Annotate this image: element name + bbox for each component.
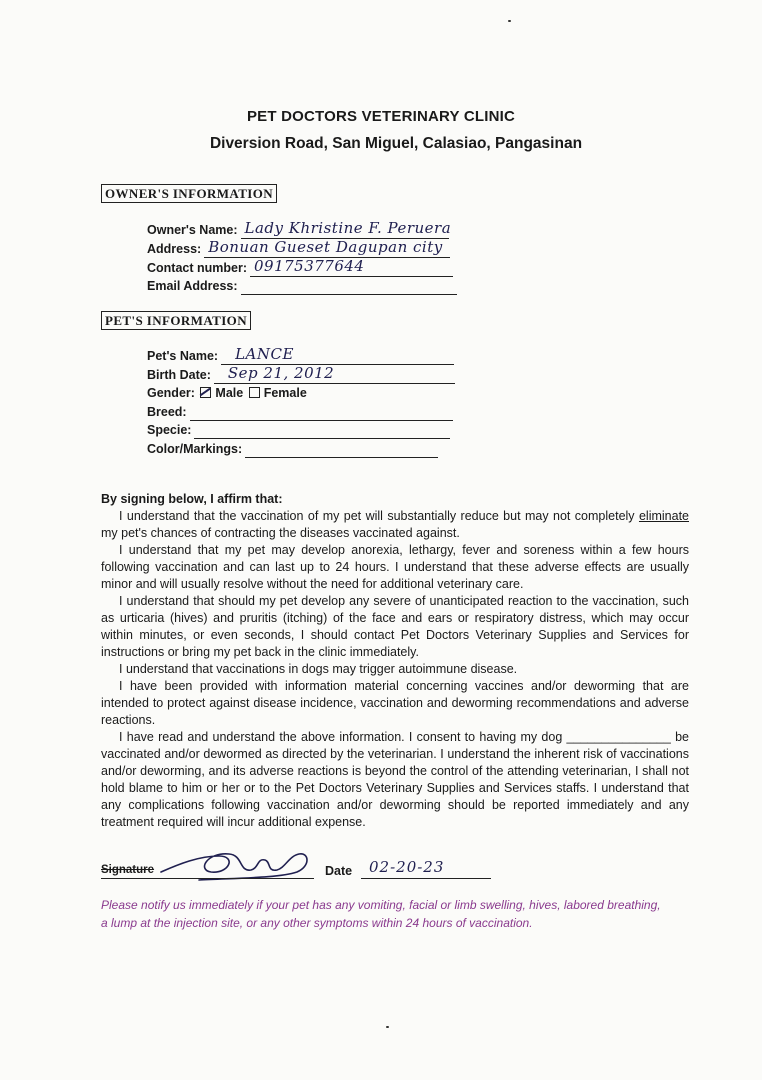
contact-number-line[interactable] <box>250 257 453 277</box>
clinic-address: Diversion Road, San Miguel, Calasiao, Pangasinan <box>209 135 583 152</box>
signature-line[interactable] <box>101 878 314 879</box>
owner-address-field[interactable] <box>147 238 450 258</box>
affirmation-paragraph-2: I understand that my pet may develop anorexia, lethargy, fever and soreness within a few hours following vaccination and can last up to 24 hours. I understand that these adverse effects are usually minor and will usually resolve without the need for additional veterinary care. <box>101 543 689 591</box>
owner-section-heading: OWNER'S INFORMATION <box>101 184 277 203</box>
gender-female-label: Female <box>263 386 307 400</box>
email-address-line[interactable] <box>241 279 457 295</box>
clinic-name: PET DOCTORS VETERINARY CLINIC <box>246 108 516 125</box>
affirmation-paragraph-3: I understand that should my pet develop any severe of unanticipated reaction to the vaccination, such as urticaria (hives) and pruritis (itching) of the face and ears or respiratory distress, which may occur within minutes, or even seconds, I should contact Pet Doctors Veterinary Supplies and Services for instructions or bring my pet back in the clinic immediately. <box>101 594 689 659</box>
birth-date-label: Birth Date: <box>147 368 211 382</box>
owner-address-line[interactable] <box>204 238 450 258</box>
date-line[interactable] <box>361 878 491 879</box>
breed-field[interactable] <box>147 404 453 421</box>
color-markings-label: Color/Markings: <box>147 442 243 456</box>
color-markings-line[interactable] <box>245 442 438 458</box>
signature-row <box>101 842 701 882</box>
scan-speck <box>386 1026 389 1028</box>
gender-male-checkbox[interactable] <box>200 387 211 398</box>
owner-name-field[interactable] <box>147 219 452 239</box>
gender-male-label: Male <box>215 386 244 400</box>
date-value: 02-20-23 <box>369 858 445 876</box>
pet-name-value: LANCE <box>235 345 294 363</box>
contact-number-label: Contact number: <box>147 261 247 275</box>
specie-label: Specie: <box>147 423 192 437</box>
birth-date-line[interactable] <box>214 364 455 384</box>
signature-label: Signature <box>101 864 155 876</box>
birth-date-field[interactable] <box>147 364 455 384</box>
owner-name-line[interactable] <box>241 219 452 239</box>
affirmation-paragraph-1 <box>101 508 689 542</box>
affirmation-paragraph-6: I have read and understand the above information. I consent to having my dog _______________ be vaccinated and/or dewormed as directed by the veterinarian. I understand the inherent risk of vaccinations and/or deworming, and its adverse reactions is beyond the control of the attending veterinarian, I shall not hold blame to him or her or to the Pet Doctors Veterinary Supplies and Services staffs. I understand that any complications following vaccination and/or deworming should be reported immediately and any treatment required will incur additional expense. <box>101 730 689 829</box>
p1-underlined-word: eliminate <box>638 509 689 523</box>
owner-name-value: Lady Khristine F. Peruera <box>244 219 452 237</box>
gender-label: Gender: <box>147 386 195 400</box>
email-address-field[interactable] <box>147 278 457 295</box>
specie-line[interactable] <box>194 423 450 439</box>
pet-section-heading: PET'S INFORMATION <box>101 311 251 330</box>
breed-line[interactable] <box>190 405 453 421</box>
owner-address-value: Bonuan Gueset Dagupan city <box>208 238 443 256</box>
pet-name-field[interactable] <box>147 345 454 365</box>
gender-field <box>147 385 307 402</box>
owner-name-label: Owner's Name: <box>147 223 238 237</box>
owner-address-label: Address: <box>147 242 202 256</box>
contact-number-field[interactable] <box>147 257 453 277</box>
pet-name-line[interactable] <box>221 345 454 365</box>
contact-number-value: 09175377644 <box>254 257 365 275</box>
pet-name-label: Pet's Name: <box>147 349 219 363</box>
breed-label: Breed: <box>147 405 187 419</box>
specie-field[interactable] <box>147 422 450 439</box>
scan-speck <box>508 20 511 22</box>
birth-date-value: Sep 21, 2012 <box>227 364 335 382</box>
affirmation-paragraph-4: I understand that vaccinations in dogs may trigger autoimmune disease. <box>119 662 518 676</box>
p1-text-end: my pet's chances of contracting the diseases vaccinated against. <box>101 526 460 540</box>
email-address-label: Email Address: <box>147 279 238 293</box>
date-label: Date <box>325 864 353 878</box>
p1-text-start: I understand that the vaccination of my pet will substantially reduce but may not completely <box>119 509 639 523</box>
color-markings-field[interactable] <box>147 441 438 458</box>
gender-female-checkbox[interactable] <box>249 387 260 398</box>
affirmation-heading: By signing below, I affirm that: <box>101 492 283 506</box>
affirmation-paragraph-5: I have been provided with information material concerning vaccines and/or deworming that are intended to protect against disease incidence, vaccination and deworming recommendations and adverse reactions. <box>101 679 689 727</box>
notice-text: Please notify us immediately if your pet has any vomiting, facial or limb swelling, hives, labored breathing, a lump at the injection site, or any other symptoms within 24 hours of vaccination. <box>101 898 661 930</box>
